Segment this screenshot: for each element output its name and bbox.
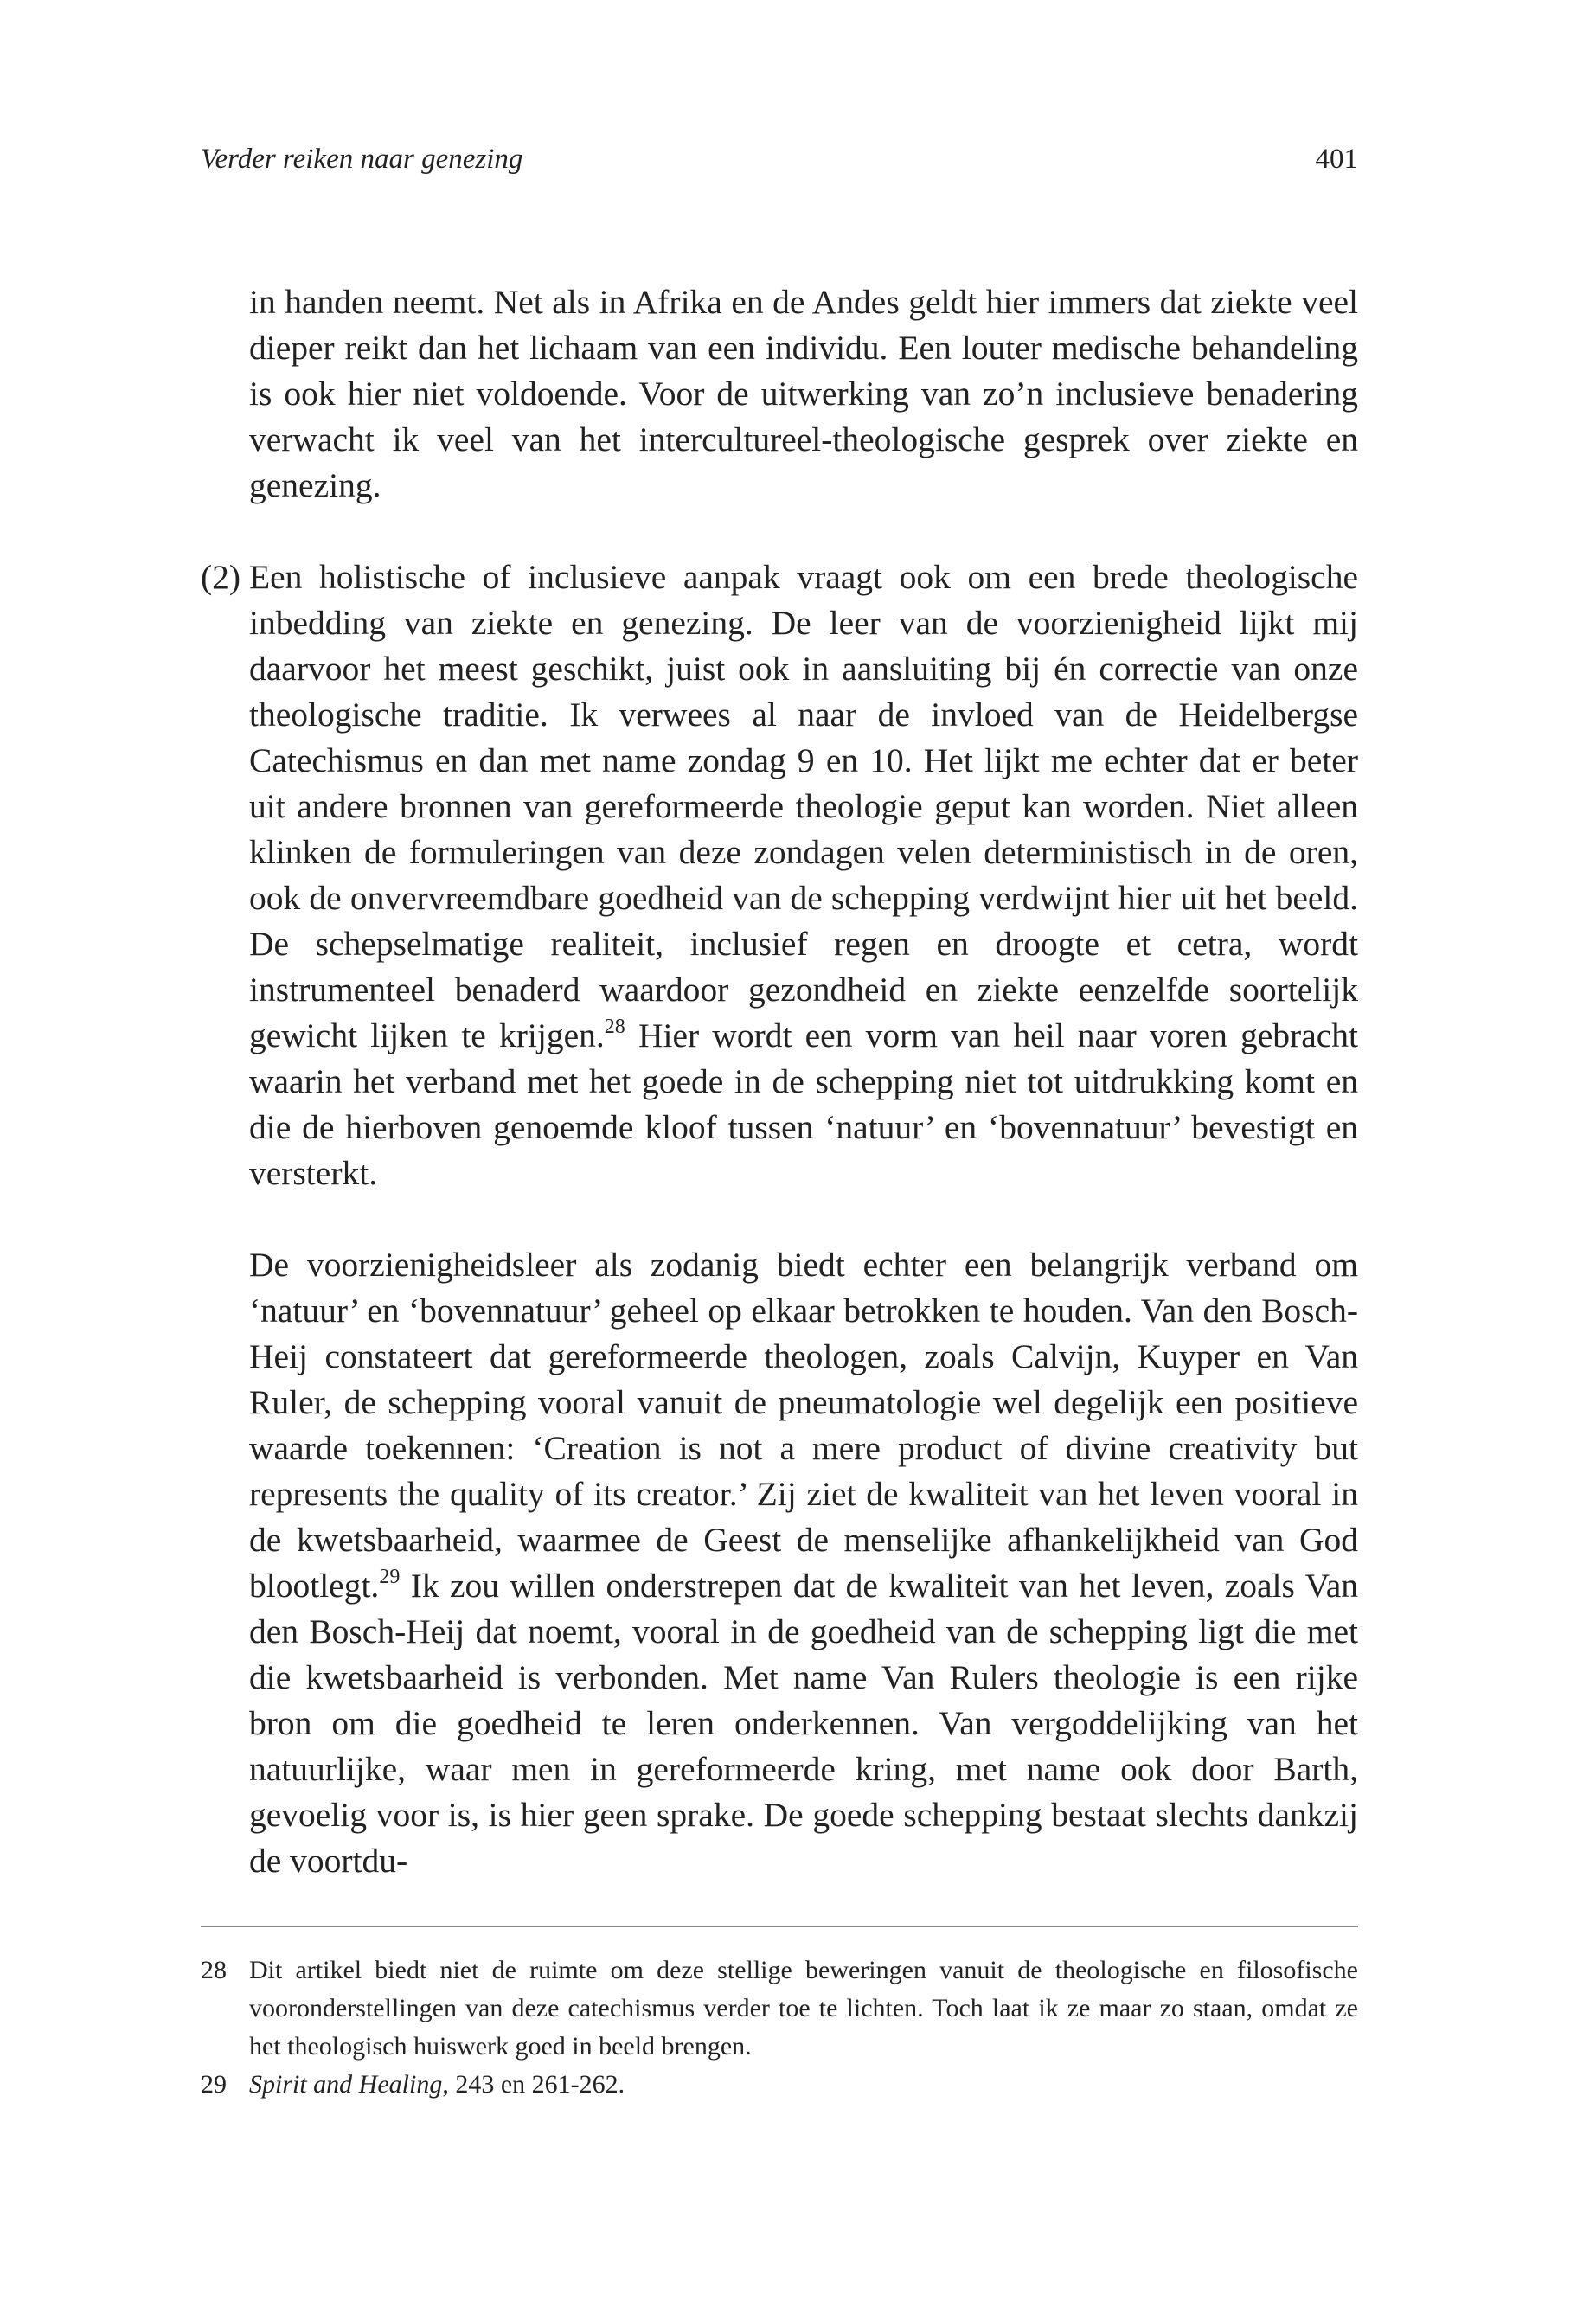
- footnote-number: 28: [201, 1956, 227, 1984]
- paragraph-text: De voorzienigheidsleer als zodanig biedt echter een belangrijk verband om ‘natuur’ en ‘bovennatuur’ geheel op elkaar betrokken te houden. Van den Bosch-Heij constateert dat gereformeerde theologen, zoals Calvijn, Kuyper en Van Ruler, de schepping vooral vanuit de pneumatologie wel degelijk een positieve waarde toekennen: ‘Creation is not a mere product of divine creativity but represents the quality of its creator.’ Zij ziet de kwaliteit van het leven vooral in de kwetsbaarheid, waarmee de Geest de menselijke afhankelijkheid van God blootlegt.: [249, 1246, 1358, 1605]
- footnote-text: Dit artikel biedt niet de ruimte om deze stellige beweringen vanuit de theologische en filosofische vooronderstellingen van deze catechismus verder toe te lichten. Toch laat ik ze maar zo staan, omdat ze het theologisch huiswerk goed in beeld brengen.: [249, 1956, 1358, 2061]
- footnote-divider: [201, 1926, 1358, 1927]
- list-item-text-continued: Hier wordt een vorm van heil naar voren gebracht waarin het verband met het goede in de schepping niet tot uitdrukking komt en die de hierboven genoemde kloof tussen ‘natuur’ en ‘bovennatuur’ bevestigt en versterkt.: [249, 1016, 1358, 1192]
- footnote-text: , 243 en 261-262.: [442, 2070, 625, 2099]
- paragraph-text-continued: Ik zou willen onderstrepen dat de kwaliteit van het leven, zoals Van den Bosch-Heij dat noemt, vooral in de goedheid van de schepping ligt die met die kwetsbaarheid is verbonden. Met name Van Rulers theologie is een rijke bron om die goedheid te leren onderkennen. Van vergoddelijking van het natuurlijke, waar men in gereformeerde kring, met name ook door Barth, gevoelig voor is, is hier geen sprake. De goede schepping bestaat slechts dankzij de voortdu-: [249, 1567, 1358, 1880]
- running-head: [201, 138, 1358, 180]
- footnote-28: [201, 1952, 1358, 2066]
- paragraph-voorzienigheidsleer: [201, 1242, 1358, 1884]
- page-number: 401: [1315, 144, 1358, 175]
- footnotes: [201, 1952, 1358, 2104]
- paragraph-continuation: in handen neemt. Net als in Afrika en de Andes geldt hier immers dat ziekte veel dieper reikt dan het lichaam van een individu. Een louter medische behandeling is ook hier niet voldoende. Voor de uitwerking van zo’n inclusieve benadering verwacht ik veel van het intercultureel-theologische gesprek over ziekte en genezing.: [249, 283, 1358, 504]
- list-item-2: [201, 554, 1358, 1196]
- footnote-number: 29: [201, 2070, 227, 2099]
- footnote-book-title: Spirit and Healing: [249, 2070, 443, 2099]
- body-text: [201, 279, 1358, 1884]
- running-title: Verder reiken naar genezing: [201, 144, 523, 175]
- list-item-text: Een holistische of inclusieve aanpak vraagt ook om een brede theologische inbedding van ziekte en genezing. De leer van de voorzienigheid lijkt mij daarvoor het meest geschikt, juist ook in aansluiting bij én correctie van onze theologische traditie. Ik verwees al naar de invloed van de Heidelbergse Catechismus en dan met name zondag 9 en 10. Het lijkt me echter dat er beter uit andere bronnen van gereformeerde theologie geput kan worden. Niet alleen klinken de formuleringen van deze zondagen velen deterministisch in de oren, ook de onvervreemdbare goedheid van de schepping verdwijnt hier uit het beeld. De schepselmatige realiteit, inclusief regen en droogte et cetra, wordt instrumenteel benaderd waardoor gezondheid en ziekte eenzelfde soortelijk gewicht lijken te krijgen.: [249, 558, 1358, 1054]
- footnote-ref-29[interactable]: 29: [379, 1566, 401, 1588]
- footnote-ref-28[interactable]: 28: [604, 1016, 625, 1038]
- footnote-29: [201, 2066, 1358, 2104]
- list-marker: (2): [201, 558, 241, 596]
